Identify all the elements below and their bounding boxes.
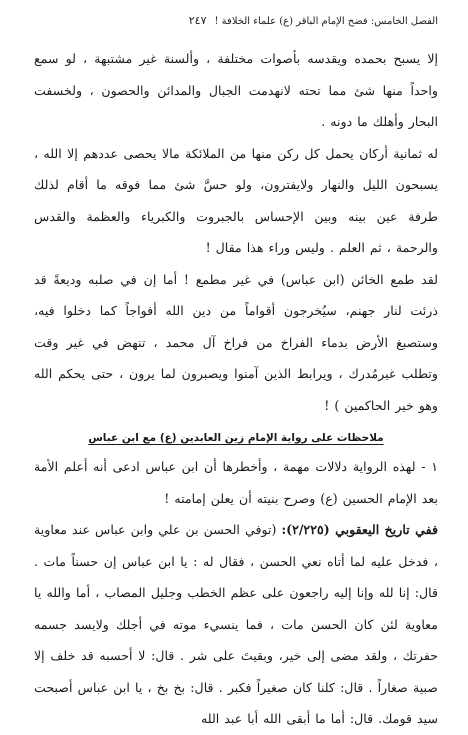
page-body (34, 43, 438, 735)
page-number: ٢٤٧ (188, 14, 207, 27)
paragraph-throne-praise: إلا يسبح بحمده ويقدسه بأصوات مختلفة ، وألسنة غير مشتبهة ، لو سمع واحداً منها شئ مما تحته لانهدمت الجبال والمدائن والحصون ، ولخسفت البحار وأهلك ما دونه . (34, 51, 438, 129)
source-citation: ففي تاريخ اليعقوبي (٢/٢٢٥): (281, 522, 438, 537)
running-title: الفصل الخامس: فضح الإمام الباقر (ع) علماء الخلافة ! (214, 16, 438, 27)
paragraph-point-1: ١ - لهذه الرواية دلالات مهمة ، وأخطرها أن ابن عباس ادعى أنه أعلم الأمة بعد الإمام الحسين (ع) وصرح بنيته أن يعلن إمامته ! (34, 459, 438, 506)
section-heading: ملاحظات على رواية الإمام زين العابدين (ع) مع ابن عباس (88, 432, 384, 444)
quote-text: (توفي الحسن بن علي وابن عباس عند معاوية ، فدخل عليه لما أتاه نعي الحسن ، فقال له : يا ابن عباس إن حسناً مات . قال: إنا لله وإنا إليه راجعون على عظم الخطب وجليل المصاب ، أما والله يا معاوية لئن كان الحسن مات ، فما ينسيء موته في أجلك ولايسد جسمه حفرتك ، ولقد مضى إلى خير، وبقيتَ على شر . قال: لا أحسبه قد خلف إلا صبية صغاراً . قال: كلنا كان صغيراً فكبر . قال: بخ بخ ، يا ابن عباس أصبحت سيد قومك. قال: أما ما أبقى الله أبا عبد الله (34, 522, 438, 726)
paragraph-throne-pillars: له ثمانية أركان يحمل كل ركن منها من الملائكة مالا يحصى عددهم إلا الله ، يسبحون الليل والنهار ولايفترون، ولو حسَّ شئ مما فوقه ما أقام لذلك طرفة عين بينه وبين الإحساس بالجبروت والكبرياء والعظمة والقدس والرحمة ، ثم العلم . وليس وراء هذا مقال ! (34, 145, 438, 255)
running-header (34, 14, 438, 29)
book-page (34, 14, 438, 735)
paragraph-ibn-abbas-ambition: لقد طمع الخائن (ابن عباس) في غير مطمع ! أما إن في صلبه وديعةً قد ذرئت لنار جهنم، سيُخرجون أقواماً من دين الله أفواجاً كما دخلوا فيه، وستصبغ الأرض بدماء الفراخ من فراخ آل محمد ، تنهض في غير وقت وتطلب غيرمُدرك ، ويرابط الذين آمنوا ويصبرون لما يرون ، حتى يحكم الله وهو خير الحاكمين ) ! (34, 271, 438, 413)
paragraph-yaqubi-quote (34, 514, 438, 735)
